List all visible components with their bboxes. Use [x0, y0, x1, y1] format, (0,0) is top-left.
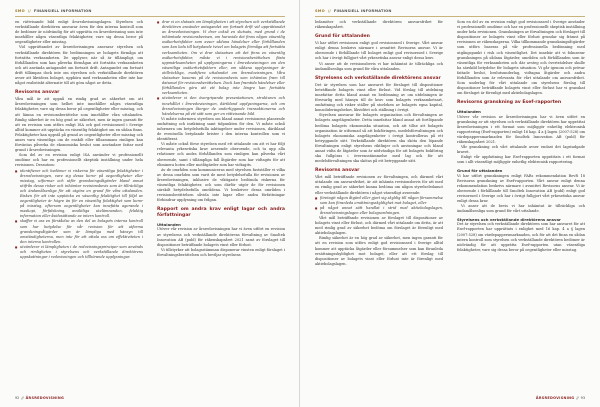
header-separator: //: [327, 9, 331, 13]
paragraph: Vid upprättandet av årsredovisningen ansvarar styrelsen och verkställande direktören för bedömningen av bolagets förmåga att fortsätta verksamheten. De upplyser, när så är tillämpligt, om förhållanden som kan påverka förmågan att fortsätta verksamheten och att använda antagandet om fortsatt drift. Antagandet om fortsatt drift tillämpas dock inte om styrelsen och verkställande direktören avser att likvidera bolaget, upphöra med verksamheten eller inte har något realistiskt alternativ till att göra något av detta.: [15, 45, 143, 86]
header-title: FINANSIELL INFORMATION: [333, 9, 392, 13]
subsection-heading: Styrelsens och verkställande direktörens ansvar: [457, 217, 561, 223]
paragraph: Utöver vår revision av årsredovisningen har vi även utfört en revision av styrelsens och verkställande direktörens förvaltning av Smoltek Innovation AB (publ) för räkenskapsåret 2021 samt av förslaget till dispositioner beträffande bolagets vinst eller förlust.: [157, 227, 285, 247]
section-heading: Styrelsens och verkställande direktörens ansvar: [315, 75, 441, 81]
page-footer: [15, 395, 64, 401]
list-item: ■ utvärderar vi lämpligheten i de redovisningsprinciper som används och rimligheten i styrelsens och verkställande direktörens uppskattningar i redovisningen och tillhörande upplysningar.: [15, 245, 143, 260]
page-footer: [536, 395, 585, 401]
paragraph: Av de områden som kommuniceras med styrelsen fastställer vi vilka av dessa områden som varit de mest betydelsefulla för revisionen av årsredovisningen, inklusive de viktigaste bedömda riskerna för väsentliga felaktigheter, och som därför utgör de för revisionen särskilt betydelsefulla områdena. Vi beskriver dessa områden i revisionsberättelsen såvida inte lagar eller andra författningar förhindrar upplysning om frågan.: [157, 167, 285, 203]
list-item: ■ identifierar och bedömer vi riskerna för väsentliga felaktigheter i årsredovisningen, vare sig dessa beror på oegentligheter eller misstag, utformar och utför granskningsåtgärder bland annat utifrån dessa risker och inhämtar revisionsbevis som är tillräckliga och ändamålsenliga för att utgöra en grund för våra uttalanden. Risken för att inte upptäcka en väsentlig felaktighet till följd av oegentligheter är högre än för en väsentlig felaktighet som beror på misstag, eftersom oegentligheter kan innefatta agerande i maskopi, förfalskning, avsiktliga utelämnanden, felaktig information eller åsidosättande av intern kontroll.: [15, 169, 143, 220]
paragraph: Styrelsen ansvarar för bolagets organisation och förvaltningen av bolagets angelägenheter. Detta innefattar bland annat att fortlöpande bedöma bolagets ekonomiska situation, och att tillse att bolagets organisation är utformad så att bokföringen, medelsförvaltningen och bolagets ekonomiska angelägenheter i övrigt kontrolleras på ett betryggande sätt. Verkställande direktören ska sköta den löpande förvaltningen enligt styrelsens riktlinjer och anvisningar och bland annat vidta de åtgärder som är nödvändiga för att bolagets bokföring ska fullgöras i överensstämmelse med lag och för att medelsförvaltningen ska skötas på ett betryggande sätt.: [315, 113, 443, 164]
header-rule: [15, 16, 285, 17]
paragraph: Rimlig säkerhet är en hög grad av säkerhet, men ingen garanti för att en revision som utförs enligt god revisionssed i Sverige alltid kommer att upptäcka åtgärder eller försummelser som kan föranleda ersättningsskyldighet mot bolaget, eller att ett förslag till dispositioner av bolagets vinst eller förlust inte är förenligt med aktiebolagslagen.: [315, 236, 443, 266]
paragraph: Som del av en revision enligt ISA använder vi professionellt omdöme och har en professionellt skeptisk inställning under hela revisionen. Dessutom:: [15, 153, 143, 168]
paragraph: Det är styrelsen som har ansvaret för förslaget till dispositioner beträffande bolagets vinst eller förlust. Vid förslag till utdelning innefattar detta bland annat en bedömning av om utdelningen är försvarlig med hänsyn till de krav som bolagets verksamhetsart, omfattning och risker ställer på storleken av bolagets egna kapital, konsolideringsbehov, likviditet och ställning i övrigt.: [315, 82, 443, 113]
paragraph: Enligt vår uppfattning har Esef-rapporten upprättats i ett format som i allt väsentligt möjliggör enhetlig elektronisk rapportering.: [457, 155, 585, 165]
section-heading: Revisorns ansvar: [15, 90, 60, 96]
footer-separator: //: [576, 396, 579, 400]
list-item: ■ på något annat sätt handlat i strid med aktiebolagslagen, årsredovisningslagen eller bolagsordningen.: [315, 206, 443, 216]
section-heading: Rapport om andra krav enligt lagar och andra författningar: [157, 207, 285, 219]
footer-separator: //: [21, 396, 24, 400]
paragraph: Våra mål är att uppnå en rimlig grad av säkerhet om att årsredovisningen som helhet inte innehåller några väsentliga felaktigheter, vare sig dessa beror på oegentligheter eller misstag, och att lämna en revisionsberättelse som innehåller våra uttalanden. Rimlig säkerhet är en hög grad av säkerhet, men är ingen garanti för att en revision som utförs enligt ISA och god revisionssed i Sverige alltid kommer att upptäcka en väsentlig felaktighet om en sådan finns. Felaktigheter kan uppstå på grund av oegentligheter eller misstag och anses vara väsentliga om de enskilt eller tillsammans rimligen kan förväntas påverka de ekonomiska beslut som användare fattar med grund i årsredovisningen.: [15, 97, 143, 153]
paragraph: Som en del av en revision enligt god revisionssed i Sverige använder vi professionellt omdöme och har en professionellt skeptisk inställning under hela revisionen. Granskningen av förvaltningen och förslaget till dispositioner av bolagets vinst eller förlust grundar sig främst på revisionen av räkenskaperna. Vilka tillkommande granskningsåtgärder som utförs baseras på vår professionella bedömning med utgångspunkt i risk och väsentlighet. Det innebär att vi fokuserar granskningen på sådana åtgärder, områden och förhållanden som är väsentliga för verksamheten och där avsteg och överträdelser skulle ha särskild betydelse för bolagets situation. Vi går igenom och prövar fattade beslut, beslutsunderlag, vidtagna åtgärder och andra förhållanden som är relevanta för vårt uttalande om ansvarsfrihet. Som underlag för vårt uttalande om styrelsens förslag till dispositioner beträffande bolagets vinst eller förlust har vi granskat om förslaget är förenligt med aktiebolagslagen.: [457, 20, 585, 96]
header-separator: //: [27, 9, 31, 13]
list-item: ■ utvärderar vi den övergripande presentationen, strukturen och innehållet i årsredovisningen, däribland upplysningarna, och om årsredovisningen återger de underliggande transaktionerna och händelserna på ett sätt som ger en rättvisande bild.: [157, 96, 285, 116]
right-column-1: [315, 20, 443, 267]
paragraph: Vi anser att de revisionsbevis vi har inhämtat är tillräckliga och ändamålsenliga som grund för våra uttalanden.: [315, 61, 443, 71]
paragraph: Det är styrelsen och verkställande direktören som har ansvaret för att Esef-rapporten har upprättats i enlighet med 16 kap. 4 a § lagen (2007:528) om värdepappersmarknaden, och för att det finns en sådan intern kontroll som styrelsen och verkställande direktören bedömer är nödvändig för att upprätta Esef-rapporten utan väsentliga felaktigheter, vare sig dessa beror på oegentligheter eller misstag.: [457, 222, 585, 252]
header-tag: SMO: [15, 9, 25, 13]
page-header: [15, 7, 92, 15]
bullet-list: [157, 20, 285, 117]
header-rule: [315, 16, 585, 17]
paragraph: en rättvisande bild enligt årsredovisningslagen. Styrelsen och verkställande direktören ansvarar även för den interna kontroll som de bedömer är nödvändig för att upprätta en årsredovisning som inte innehåller några väsentliga felaktigheter, vare sig dessa beror på oegentligheter eller misstag.: [15, 20, 143, 45]
subsection-heading: Grund för uttalanden: [457, 168, 503, 174]
subsection-heading: Uttalanden: [157, 222, 181, 228]
header-tag: SMO: [315, 9, 325, 13]
paragraph: Vårt mål beträffande revisionen av förvaltningen, och därmed vårt uttalande om ansvarsfrihet, är att inhämta revisionsbevis för att med en rimlig grad av säkerhet kunna bedöma om någon styrelseledamot eller verkställande direktören i något väsentligt avseende:: [315, 175, 443, 195]
paragraph: Vår granskning och vårt uttalande avser endast det lagstadgade kravet.: [457, 145, 585, 155]
section-heading: Grund för uttalanden: [315, 34, 370, 40]
list-item: ■ drar vi en slutsats om lämpligheten i att styrelsen och verkställande direktören använder antagandet om fortsatt drift vid upprättandet av årsredovisningen. Vi drar också en slutsats, med grund i de inhämtade revisionsbevisen, om huruvida det finns någon väsentlig osäkerhetsfaktor som avser sådana händelser eller förhållanden som kan leda till betydande tvivel om bolagets förmåga att fortsätta verksamheten. Om vi drar slutsatsen att det finns en väsentlig osäkerhetsfaktor, måste vi i revisionsberättelsen fästa uppmärksamheten på upplysningarna i årsredovisningen om den väsentliga osäkerhetsfaktorn eller, om sådana upplysningar är otillräckliga, modifiera uttalandet om årsredovisningen. Våra slutsatser baseras på de revisionsbevis som inhämtas fram till datumet för revisionsberättelsen. Dock kan framtida händelser eller förhållanden göra att ett bolag inte längre kan fortsätta verksamheten.: [157, 20, 285, 96]
paragraph: Vi måste informera styrelsen om bland annat revisionens planerade omfattning och inriktning samt tidpunkten för den. Vi måste också informera om betydelsefulla iakttagelser under revisionen, däribland de eventuella betydande brister i den interna kontrollen som vi identifierat.: [157, 116, 285, 142]
paragraph: Vi har utfört revisionen enligt god revisionssed i Sverige. Vårt ansvar enligt denna beskrivs närmare i avsnittet Revisorns ansvar. Vi är oberoende i förhållande till bolaget enligt god revisorssed i Sverige och har i övrigt fullgjort vårt yrkesetiska ansvar enligt dessa krav.: [315, 41, 443, 61]
paragraph: Vårt mål beträffande revisionen av förslaget till dispositioner av bolagets vinst eller förlust, och därmed vårt uttalande om detta, är att med rimlig grad av säkerhet bedöma om förslaget är förenligt med aktiebolagslagen.: [315, 216, 443, 236]
list-item: ■ skaffar vi oss en förståelse av den del av bolagets interna kontroll som har betydelse för vår revision för att utforma granskningsåtgärder som är lämpliga med hänsyn till omständigheterna, men inte för att uttala oss om effektiviteten i den interna kontrollen.: [15, 219, 143, 244]
section-heading: Revisorns granskning av Esef-rapporten: [457, 100, 562, 106]
bullet-list: [315, 196, 443, 216]
list-item: ■ företagit någon åtgärd eller gjort sig skyldig till någon försummelse som kan föranleda ersättningsskyldighet mot bolaget, eller: [315, 196, 443, 206]
publication-name: ÅRSREDOVISNING: [535, 396, 575, 400]
bullet-list: [15, 169, 143, 261]
paragraph: Vi måste också förse styrelsen med ett uttalande om att vi har följt relevanta yrkesetiska krav avseende oberoende, och ta upp alla relationer och andra förhållanden som rimligen kan påverka vårt oberoende, samt i tillämpliga fall åtgärder som har vidtagits för att eliminera hoten eller motåtgärder som har vidtagits.: [157, 142, 285, 167]
left-column-2: [157, 20, 285, 258]
page-header: [315, 7, 392, 15]
paragraph: Utöver vår revision av årsredovisningen har vi även utfört en granskning av att styrelsen och verkställande direktören har upprättat årsredovisningen i ett format som möjliggör enhetlig elektronisk rapportering (Esef-rapporten) enligt 16 kap. 4 a § lagen (2007:528) om värdepappersmarknaden för Smoltek Innovation AB (publ) för räkenskapsåret 2021.: [457, 114, 585, 144]
header-title: FINANSIELL INFORMATION: [33, 9, 92, 13]
publication-name: ÅRSREDOVISNING: [25, 396, 65, 400]
paragraph: ledamöter och verkställande direktören ansvarsfrihet för räkenskapsåret.: [315, 20, 443, 30]
left-column-1: [15, 20, 143, 260]
section-heading: Revisorns ansvar: [315, 168, 360, 174]
paragraph: Vi anser att de bevis vi har inhämtat är tillräckliga och ändamålsenliga som grund för vårt uttalande.: [457, 204, 585, 214]
right-column-2: [457, 20, 585, 253]
subsection-heading: Uttalanden: [457, 109, 481, 115]
paragraph: Vi har utfört granskningen enligt FARs rekommendation RevR 18 Revisorns granskning av Esef-rapporten. Vårt ansvar enligt denna rekommendation beskrivs närmare i avsnittet Revisorns ansvar. Vi är oberoende i förhållande till Smoltek Innovation AB (publ) enligt god revisorssed i Sverige och har i övrigt fullgjort vårt yrkesetiska ansvar enligt dessa krav.: [457, 173, 585, 203]
page-number: 93: [580, 396, 585, 400]
paragraph: Vi tillstyrker att bolagsstämman disponerar vinsten enligt förslaget i förvaltningsberättelsen och beviljar styrelsens: [157, 247, 285, 257]
page-number: 92: [15, 396, 20, 400]
right-page: [300, 0, 600, 407]
